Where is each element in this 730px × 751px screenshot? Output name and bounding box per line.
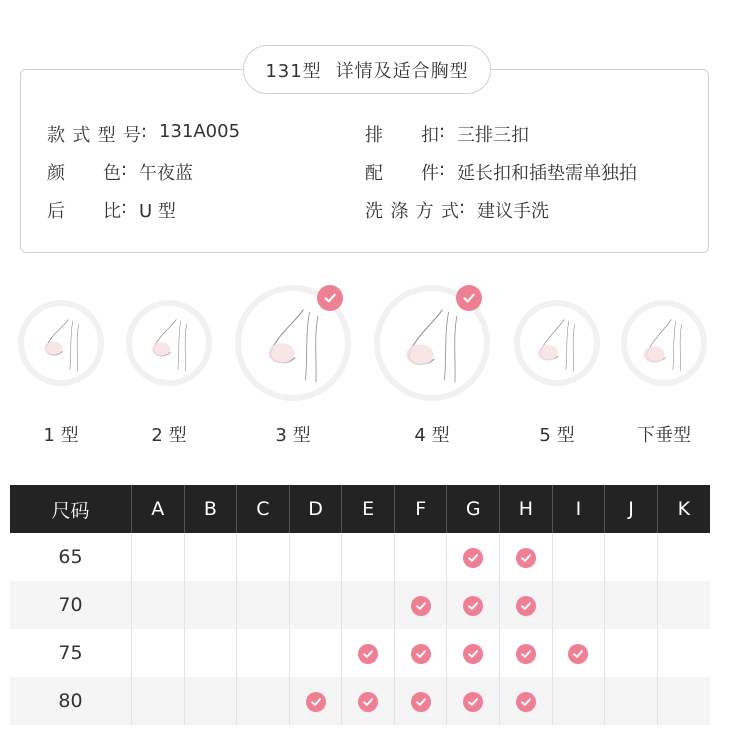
table-header-row: [10, 485, 710, 533]
check-icon: [568, 644, 588, 664]
size-cell: [500, 581, 553, 629]
breast-shape-label: 3 型: [275, 425, 311, 446]
cup-header-cell: G: [447, 485, 500, 533]
cup-header-cell: I: [552, 485, 605, 533]
size-cell: [605, 677, 658, 725]
breast-shape-label: 1 型: [43, 425, 79, 446]
size-cell: [237, 581, 290, 629]
size-cell: [289, 677, 342, 725]
size-cell: [552, 533, 605, 581]
cup-header-cell: A: [132, 485, 185, 533]
size-cell: [394, 629, 447, 677]
check-icon: [516, 596, 536, 616]
size-cell: [342, 581, 395, 629]
breast-shape-2: [126, 300, 212, 386]
size-cell: [552, 677, 605, 725]
size-cell: [237, 677, 290, 725]
table-row: [10, 629, 710, 677]
cup-header-cell: C: [237, 485, 290, 533]
cup-header-cell: K: [657, 485, 710, 533]
info-value: 131A005: [159, 121, 241, 142]
size-cell: [289, 581, 342, 629]
info-color: 颜色 : 午夜蓝: [47, 159, 193, 184]
size-table: [10, 485, 710, 725]
bust-outline-icon: [24, 306, 98, 380]
size-cell: [132, 533, 185, 581]
size-cell: [289, 629, 342, 677]
check-icon: [463, 596, 483, 616]
size-cell: [657, 581, 710, 629]
bust-outline-icon: [627, 306, 701, 380]
info-label: 排扣: [365, 125, 439, 146]
size-cell: [552, 629, 605, 677]
info-hooks: 排扣 : 三排三扣: [365, 121, 529, 146]
size-cell: [500, 533, 553, 581]
size-cell: [447, 533, 500, 581]
breast-shape-label: 4 型: [414, 425, 450, 446]
check-icon: [358, 692, 378, 712]
bust-outline-icon: [520, 306, 594, 380]
cup-header-cell: E: [342, 485, 395, 533]
size-cell: [394, 581, 447, 629]
info-label: 款式型号: [47, 125, 141, 146]
check-icon: [317, 285, 343, 311]
check-icon: [516, 644, 536, 664]
check-icon: [463, 692, 483, 712]
size-cell: [342, 677, 395, 725]
table-row: [10, 677, 710, 725]
cup-header-cell: F: [394, 485, 447, 533]
size-cell: [552, 581, 605, 629]
check-icon: [456, 285, 482, 311]
size-cell: [132, 581, 185, 629]
breast-shape-1: [18, 300, 104, 386]
check-icon: [411, 596, 431, 616]
size-cell: [342, 533, 395, 581]
check-icon: [516, 692, 536, 712]
breast-shape-label: 2 型: [151, 425, 187, 446]
size-cell: [500, 677, 553, 725]
breast-shape-label: 下垂型: [637, 425, 691, 446]
cup-header-cell: B: [184, 485, 237, 533]
size-cell: [132, 629, 185, 677]
band-size-cell: 75: [10, 629, 132, 677]
size-cell: [184, 677, 237, 725]
cup-header-cell: J: [605, 485, 658, 533]
size-cell: [184, 629, 237, 677]
table-row: [10, 581, 710, 629]
size-cell: [394, 533, 447, 581]
info-accessories: 配件 : 延长扣和插垫需单独拍: [365, 159, 637, 184]
info-value: 午夜蓝: [139, 163, 193, 184]
info-value: 延长扣和插垫需单独拍: [457, 163, 637, 184]
size-cell: [394, 677, 447, 725]
breast-shape-label: 5 型: [539, 425, 575, 446]
size-cell: [447, 677, 500, 725]
size-cell: [184, 533, 237, 581]
size-cell: [132, 677, 185, 725]
title-text: 详情及适合胸型: [335, 60, 469, 82]
check-icon: [358, 644, 378, 664]
size-cell: [500, 629, 553, 677]
info-label: 后比: [47, 201, 121, 222]
cup-header-cell: H: [500, 485, 553, 533]
info-value: U 型: [139, 201, 176, 222]
size-cell: [605, 629, 658, 677]
info-label: 洗涤方式: [365, 201, 459, 222]
band-size-cell: 65: [10, 533, 132, 581]
info-back: 后比 : U 型: [47, 197, 176, 222]
info-washing: 洗涤方式 : 建议手洗: [365, 197, 549, 222]
cup-header-cell: D: [289, 485, 342, 533]
size-cell: [289, 533, 342, 581]
section-title: [243, 45, 491, 94]
band-size-cell: 70: [10, 581, 132, 629]
info-value: 三排三扣: [457, 125, 529, 146]
info-style-no: 款式型号 : 131A005: [47, 121, 241, 146]
check-icon: [411, 692, 431, 712]
size-cell: [237, 629, 290, 677]
size-cell: [342, 629, 395, 677]
band-size-cell: 80: [10, 677, 132, 725]
check-icon: [306, 692, 326, 712]
size-cell: [605, 581, 658, 629]
info-value: 建议手洗: [477, 201, 549, 222]
size-cell: [657, 629, 710, 677]
size-cell: [447, 629, 500, 677]
check-icon: [463, 644, 483, 664]
table-row: [10, 533, 710, 581]
size-cell: [447, 581, 500, 629]
size-cell: [184, 581, 237, 629]
check-icon: [463, 548, 483, 568]
info-label: 颜色: [47, 163, 121, 184]
check-icon: [411, 644, 431, 664]
size-cell: [657, 677, 710, 725]
size-cell: [657, 533, 710, 581]
info-label: 配件: [365, 163, 439, 184]
breast-shape-6: [621, 300, 707, 386]
size-header-cell: 尺码: [10, 485, 132, 533]
size-cell: [605, 533, 658, 581]
check-icon: [516, 548, 536, 568]
model-name: 131型: [265, 60, 322, 82]
bust-outline-icon: [132, 306, 206, 380]
breast-shape-5: [514, 300, 600, 386]
size-cell: [237, 533, 290, 581]
